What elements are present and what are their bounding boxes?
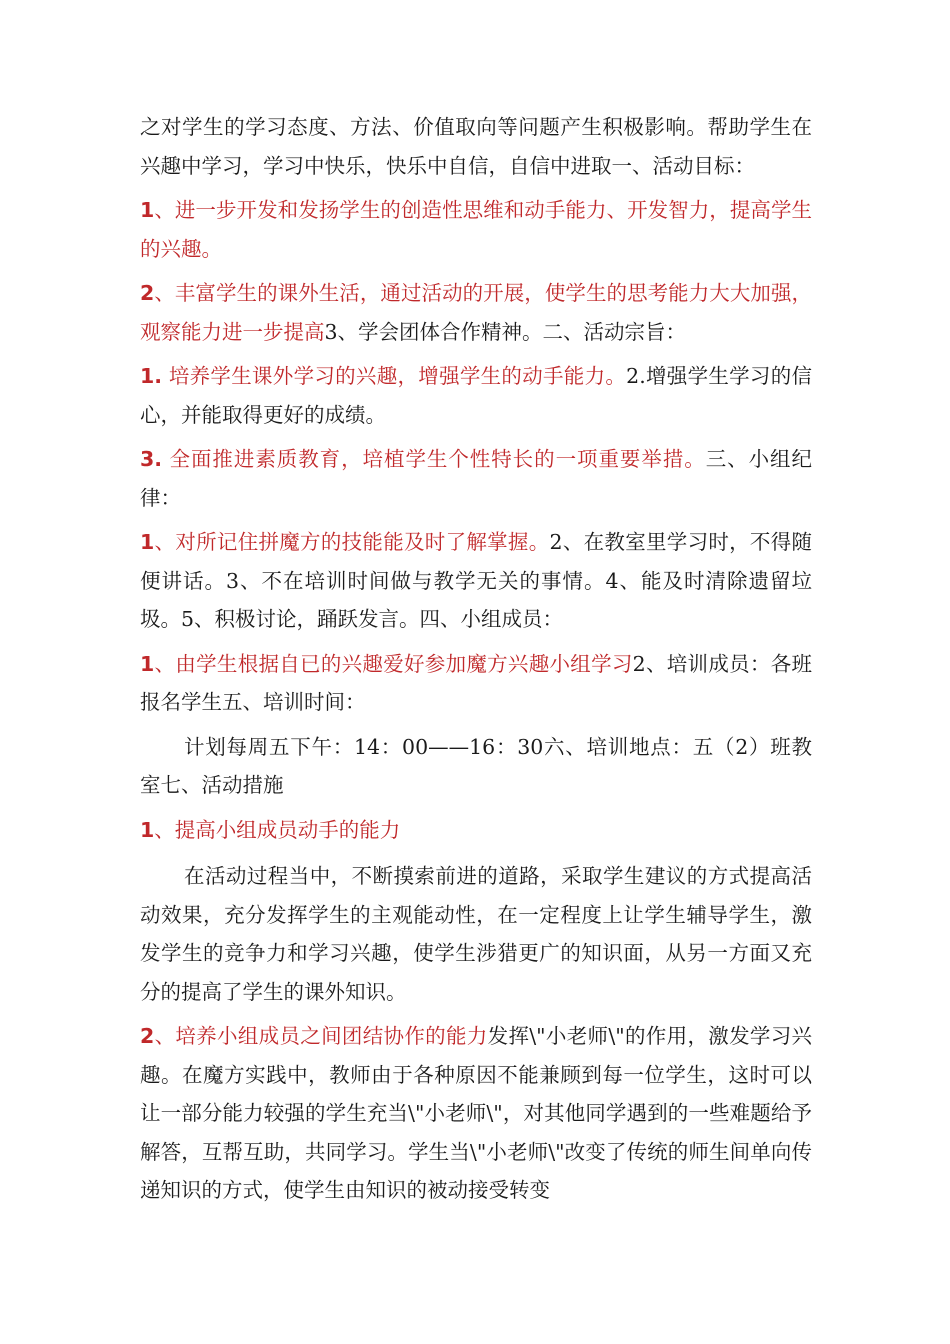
text-run: 2、在教室里学习时，不得随便讲话。3、不在培训时间做与教学无关的事情。4、能及时清除遗留垃圾。5、积极讨论，踊跃发言。四、小组成员： — [140, 530, 813, 631]
text-run: 发挥\"小老师\"的作用，激发学习兴趣。在魔方实践中，教师由于各种原因不能兼顾到每一位学生，这时可以让一部分能力较强的学生充当\"小老师\"，对其他同学遇到的一些难题给予解答，互帮互助，共同学习。学生当\"小老师\"改变了传统的师生间单向传递知识的方式，使学生由知识的被动接受转变 — [140, 1024, 813, 1202]
text-run: 2.增强学生学习的信心，并能取得更好的成绩。 — [140, 364, 813, 427]
paragraph-goal-1 — [140, 191, 812, 268]
list-number: 3. — [140, 447, 163, 471]
paragraph-measure-1-heading — [140, 811, 812, 850]
text-run: 三、小组纪律： — [140, 447, 813, 510]
highlighted-text: 培养学生课外学习的兴趣，增强学生的动手能力。 — [162, 364, 627, 388]
paragraph-purpose-3 — [140, 440, 812, 517]
highlighted-text: 全面推进素质教育，培植学生个性特长的一项重要举措。 — [162, 447, 706, 471]
text-run: 计划每周五下午：14：00——16：30六、培训地点：五（2）班教室七、活动措施 — [140, 734, 812, 797]
paragraph-measure-2 — [140, 1017, 812, 1210]
list-number: 2 — [140, 281, 155, 305]
text-run: 在活动过程当中，不断摸索前进的道路，采取学生建议的方式提高活动效果，充分发挥学生的主观能动性，在一定程度上让学生辅导学生，激发学生的竞争力和学习兴趣，使学生涉猎更广的知识面，从另一方面又充分的提高了学生的课外知识。 — [140, 864, 812, 1004]
paragraph-discipline — [140, 523, 812, 639]
highlighted-text: 、提高小组成员动手的能力 — [154, 817, 401, 842]
paragraph-measure-1-body — [140, 857, 812, 1011]
highlighted-text: 、进一步开发和发扬学生的创造性思维和动手能力、开发智力，提高学生的兴趣。 — [140, 198, 812, 261]
paragraph-schedule — [140, 728, 812, 805]
paragraph-goal-2 — [140, 274, 812, 351]
list-number: 1 — [140, 530, 155, 554]
text-run: 之对学生的学习态度、方法、价值取向等问题产生积极影响。帮助学生在兴趣中学习，学习中快乐，快乐中自信，自信中进取一、活动目标： — [140, 115, 812, 178]
list-number: 1 — [140, 817, 155, 842]
paragraph-members — [140, 645, 812, 722]
paragraph-purpose-1 — [140, 357, 812, 434]
highlighted-text: 、培养小组成员之间团结协作的能力 — [154, 1024, 488, 1048]
text-run: 2、培训成员：各班报名学生五、培训时间： — [140, 651, 812, 714]
document-body — [140, 108, 812, 1216]
list-number: 2 — [140, 1024, 155, 1048]
highlighted-text: 、对所记住拼魔方的技能能及时了解掌握。 — [154, 530, 550, 554]
list-number: 1. — [140, 364, 163, 388]
highlighted-text: 、丰富学生的课外生活，通过活动的开展，使学生的思考能力大大加强，观察能力进一步提高 — [140, 281, 812, 344]
highlighted-text: 、由学生根据自已的兴趣爱好参加魔方兴趣小组学习 — [154, 651, 633, 676]
list-number: 1 — [140, 651, 155, 676]
text-run: 3、学会团体合作精神。二、活动宗旨： — [324, 319, 687, 344]
paragraph-intro — [140, 108, 812, 185]
list-number: 1 — [140, 198, 155, 222]
